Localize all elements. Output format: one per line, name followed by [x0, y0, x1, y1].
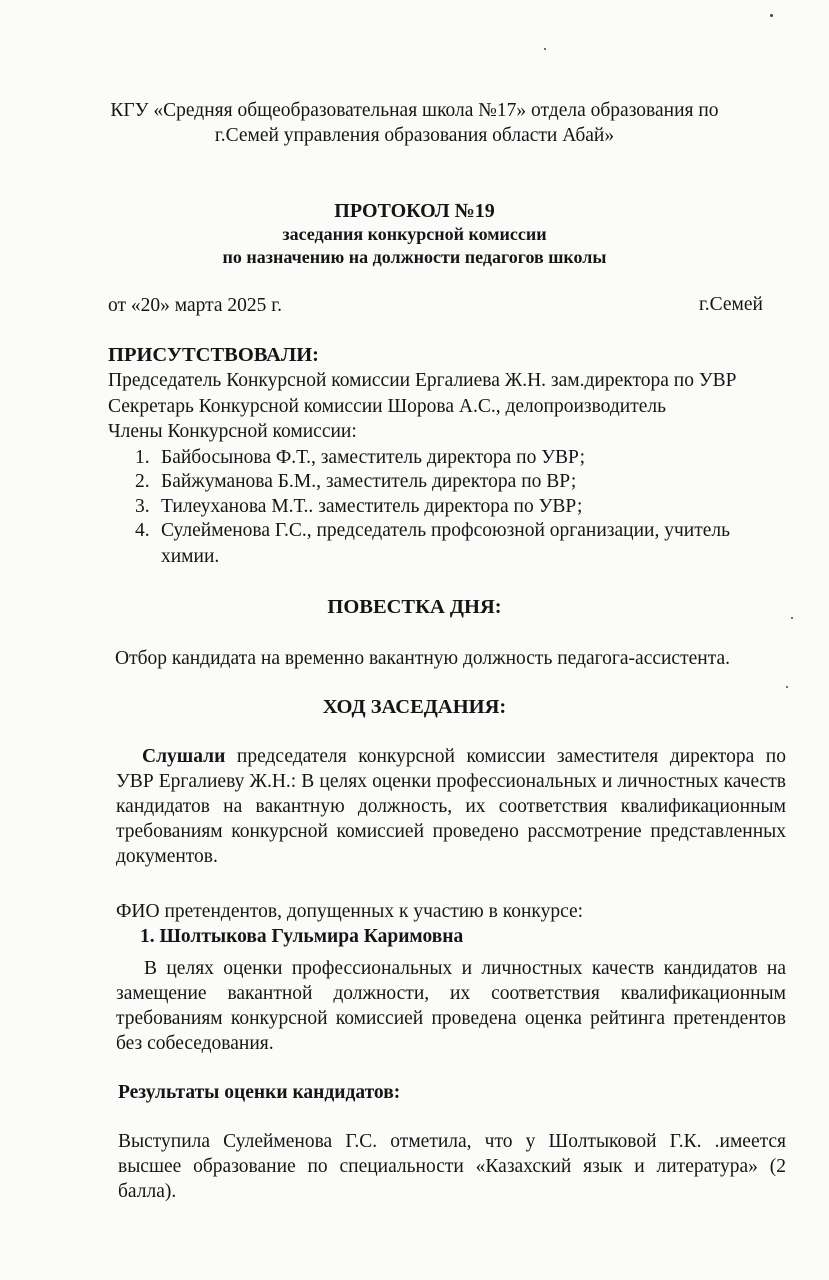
protocol-subtitle-2: по назначению на должности педагогов школы: [222, 247, 607, 267]
candidate-item: [140, 925, 463, 949]
member-number: 4.: [135, 520, 150, 541]
listened-text: председателя конкурсной комиссии заместителя директора по УВР Ергалиеву Ж.Н.: В целях оценки профессиональных и личностных качеств кандидатов на вакантную должность, их соответствия квалификационным требованиям конкурсной комиссией проведено рассмотрение представленных документов.: [116, 746, 786, 867]
member-item: [135, 446, 585, 470]
protocol-title: ПРОТОКОЛ №19: [334, 200, 495, 222]
candidates-label: ФИО претендентов, допущенных к участию в конкурсе:: [116, 901, 584, 922]
member-text: Байжуманова Б.М., заместитель директора по ВР;: [161, 471, 577, 492]
listened-label: Слушали: [142, 746, 226, 767]
candidate-name: Шолтыкова Гульмира Каримовна: [159, 926, 464, 947]
member-number: 3.: [135, 496, 150, 517]
results-heading: Результаты оценки кандидатов:: [118, 1082, 401, 1103]
present-heading: ПРИСУТСТВОВАЛИ:: [108, 344, 319, 366]
results-paragraph: [118, 1129, 786, 1204]
agenda-heading: ПОВЕСТКА ДНЯ:: [327, 596, 502, 618]
member-number: 2.: [135, 471, 150, 492]
member-text: Сулейменова Г.С., председатель профсоюзной организации, учитель: [161, 520, 730, 541]
results-text: Выступила Сулейменова Г.С. отметила, что у Шолтыковой Г.К. .имеется высшее образование по специальности «Казахский язык и литература» (2 балла).: [118, 1131, 786, 1202]
secretary-line: Секретарь Конкурсной комиссии Шорова А.С., делопроизводитель: [108, 396, 667, 417]
listened-paragraph: [116, 744, 786, 869]
protocol-city: г.Семей: [698, 294, 763, 315]
scan-speck: [770, 14, 773, 17]
scan-speck: [544, 48, 546, 50]
candidate-number: 1.: [140, 926, 155, 947]
member-item: [135, 519, 730, 543]
scan-speck: [786, 686, 788, 688]
members-label: Члены Конкурсной комиссии:: [108, 421, 357, 442]
protocol-subtitle-1: заседания конкурсной комиссии: [282, 224, 547, 244]
assessment-paragraph: [116, 956, 786, 1056]
assessment-text: В целях оценки профессиональных и личностных качеств кандидатов на замещение вакантной должности, их соответствия квалификационным требованиям конкурсной комиссией проведена оценка рейтинга претендентов без собеседования.: [116, 958, 786, 1054]
proceedings-heading: ХОД ЗАСЕДАНИЯ:: [322, 696, 507, 718]
member-text: Тилеуханова М.Т.. заместитель директора по УВР;: [161, 496, 583, 517]
member-text: Байбосынова Ф.Т., заместитель директора по УВР;: [161, 447, 585, 468]
member-item-continuation: химии.: [161, 546, 220, 567]
member-number: 1.: [135, 447, 150, 468]
organization-line-1: КГУ «Средняя общеобразовательная школа №17» отдела образования по: [110, 100, 719, 121]
member-item: [135, 495, 582, 519]
member-item: [135, 470, 576, 494]
protocol-date: от «20» марта 2025 г.: [108, 295, 282, 316]
agenda-text: Отбор кандидата на временно вакантную должность педагога-ассистента.: [115, 648, 730, 669]
organization-line-2: г.Семей управления образования области Абай»: [214, 125, 615, 146]
chair-line: Председатель Конкурсной комиссии Ергалиева Ж.Н. зам.директора по УВР: [108, 370, 737, 391]
